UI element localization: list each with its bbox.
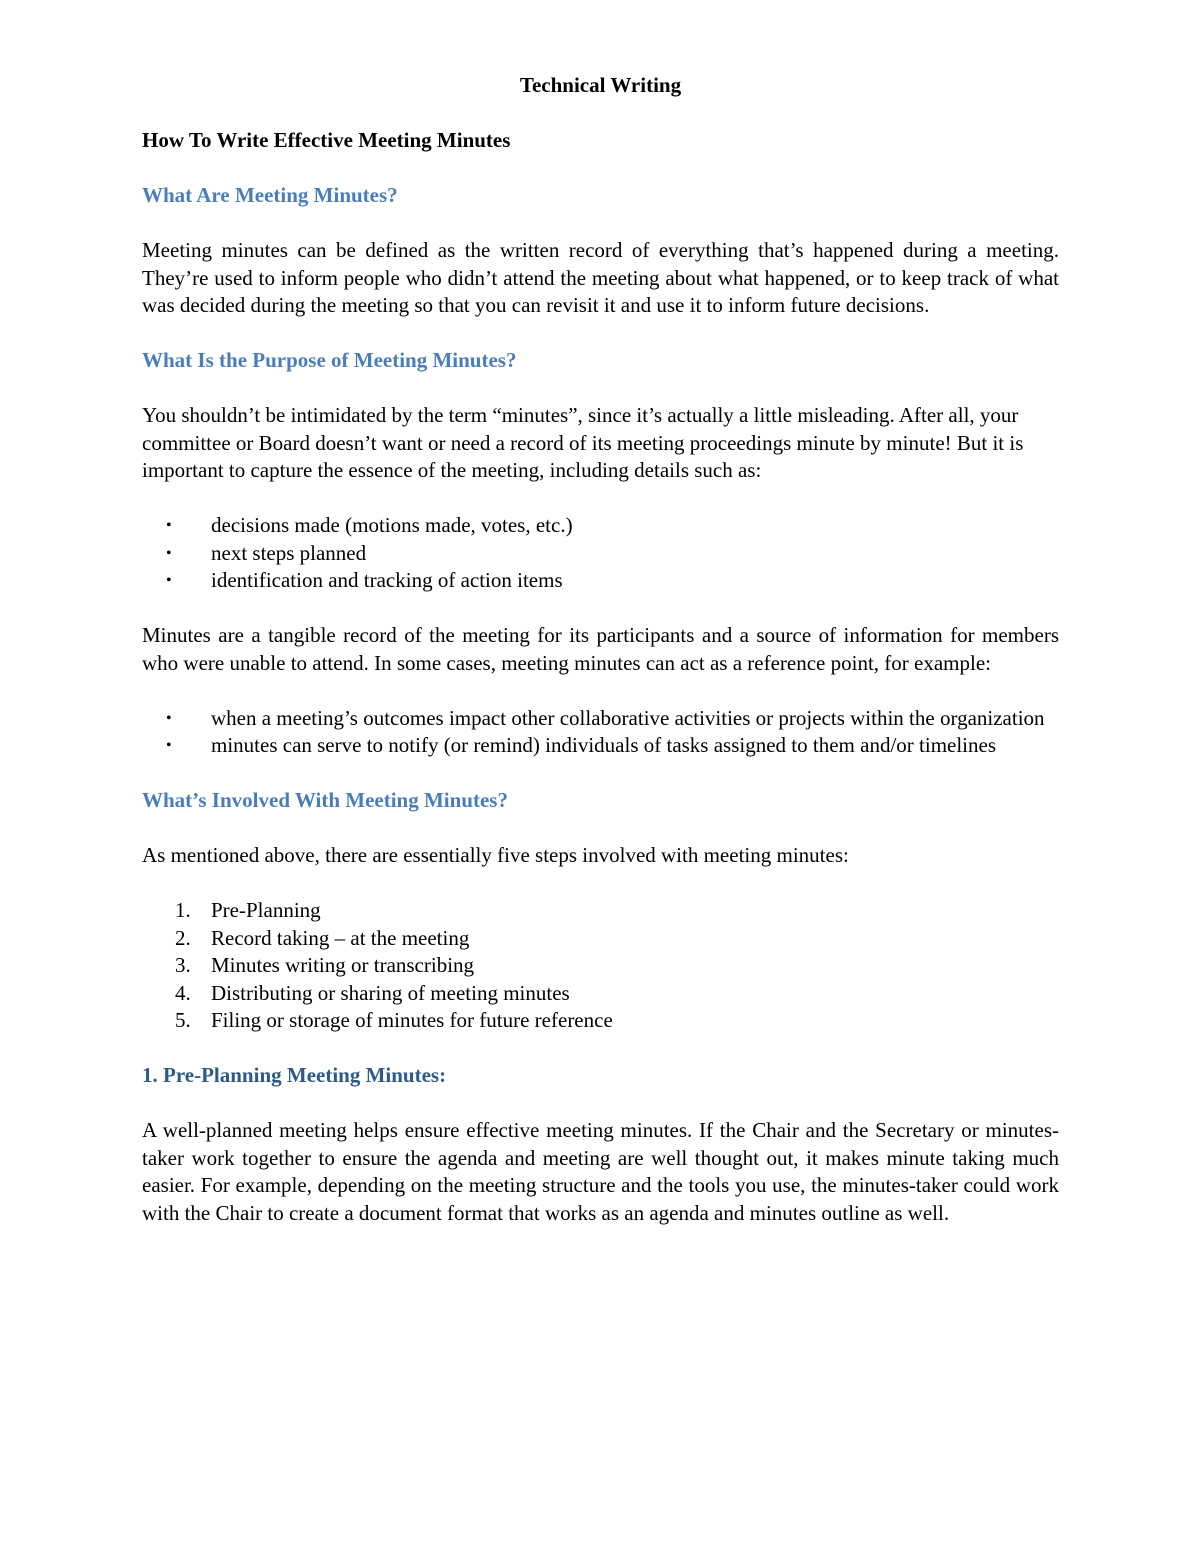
paragraph-reference-point: Minutes are a tangible record of the meeting for its participants and a source of information for members who were unable to attend. In some cases, meeting minutes can act as a reference point, for example: [142,623,1059,675]
list-item-text: minutes can serve to notify (or remind) individuals of tasks assigned to them and/or timelines [211,733,997,757]
steps-list [142,897,1059,1035]
reference-examples-list [142,705,1059,760]
list-item-text: identification and tracking of action items [211,568,563,592]
purpose-details-list [142,512,1059,595]
list-item [142,705,1059,733]
paragraph-five-steps: As mentioned above, there are essentially five steps involved with meeting minutes: [142,843,849,867]
step-number: 4. [175,980,191,1005]
list-item-text: next steps planned [211,540,367,565]
step-text: Distributing or sharing of meeting minutes [211,980,570,1005]
list-item [142,980,1059,1008]
list-item [142,512,1059,540]
list-item [142,732,1059,760]
bullet-icon: • [166,737,172,754]
bullet-icon: • [166,709,172,727]
list-item [142,925,1059,953]
paragraph-definition: Meeting minutes can be defined as the written record of everything that’s happened during a meeting. They’re used to inform people who didn’t attend the meeting about what happened, or to keep track of what was decided during the meeting so that you can revisit it and use it to inform future decisions. [142,238,1059,317]
step-number: 3. [175,953,191,977]
paragraph-purpose-intro: You shouldn’t be intimidated by the term “minutes”, since it’s actually a little misleading. After all, your committee or Board doesn’t want or need a record of its meeting proceedings minute by minute! But it is important to capture the essence of the meeting, including details such as: [142,403,1024,482]
list-item [142,540,1059,568]
list-item-text: when a meeting’s outcomes impact other collaborative activities or projects within the organization [211,705,1045,730]
list-item [142,567,1059,595]
bullet-icon: • [166,572,172,589]
section-heading-pre-planning: 1. Pre-Planning Meeting Minutes: [142,1063,447,1087]
step-text: Filing or storage of minutes for future reference [211,1008,613,1032]
list-item [142,1007,1059,1035]
step-text: Record taking – at the meeting [211,925,470,950]
document-title: Technical Writing [519,73,682,97]
list-item [142,952,1059,980]
document-content [142,72,1059,1255]
document-subtitle: How To Write Effective Meeting Minutes [142,128,511,152]
step-text: Pre-Planning [211,898,321,922]
paragraph-pre-planning: A well-planned meeting helps ensure effective meeting minutes. If the Chair and the Secretary or minutes-taker work together to ensure the agenda and meeting are well thought out, it makes minute taking much easier. For example, depending on the meeting structure and the tools you use, the minutes-taker could work with the Chair to create a document format that works as an agenda and minutes outline as well. [142,1118,1059,1225]
list-item [142,897,1059,925]
section-heading-whats-involved: What’s Involved With Meeting Minutes? [142,788,508,812]
section-heading-purpose: What Is the Purpose of Meeting Minutes? [142,348,517,372]
section-heading-what-are-minutes: What Are Meeting Minutes? [142,183,398,207]
bullet-icon: • [166,517,172,534]
list-item-text: decisions made (motions made, votes, etc.) [211,513,573,537]
step-text: Minutes writing or transcribing [211,953,475,977]
step-number: 5. [175,1008,191,1032]
step-number: 2. [175,925,191,950]
step-number: 1. [175,898,191,922]
bullet-icon: • [166,544,172,562]
